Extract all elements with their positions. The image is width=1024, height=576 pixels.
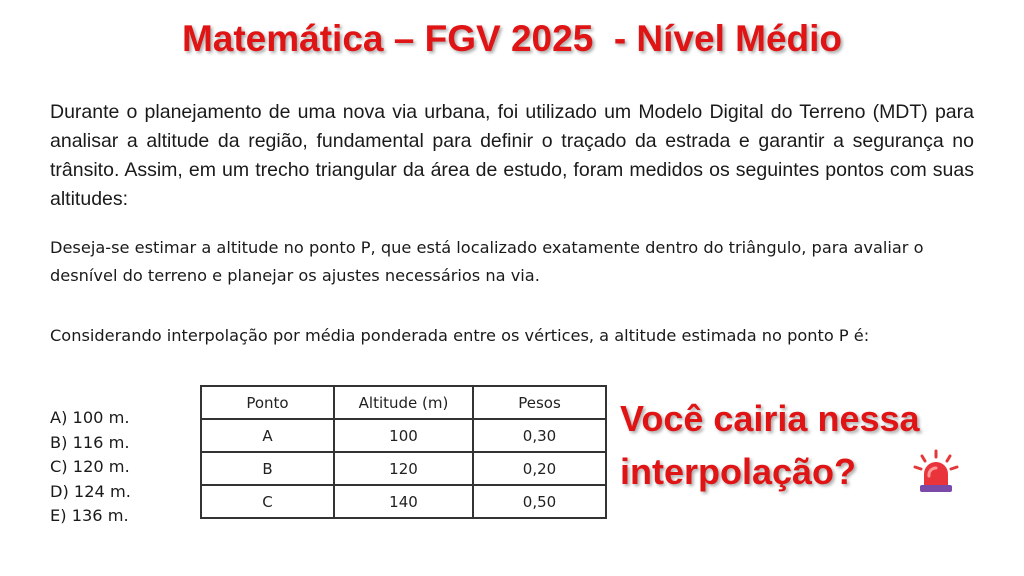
header-altitude: Altitude (m) [334, 386, 473, 419]
table-row [201, 485, 606, 518]
cell-altitude: 100 [334, 419, 473, 452]
option-d[interactable]: D) 124 m. [50, 481, 131, 501]
cell-altitude: 120 [334, 452, 473, 485]
option-e[interactable]: E) 136 m. [50, 506, 129, 525]
problem-intro-text: Durante o planejamento de uma nova via urbana, foi utilizado um Modelo Digital do Terreno (MDT) para analisar a altitude da região, fundamental para definir o traçado da estrada e garantir a segurança no trânsito. Assim, em um trecho triangular da área de estudo, foram medidos os seguintes pontos com suas altitudes: [50, 101, 974, 210]
altitude-table [200, 385, 607, 519]
option-b[interactable]: B) 116 m. [50, 432, 130, 452]
callout-line-1: Você cairia nessa [620, 398, 920, 439]
cell-weight: 0,20 [473, 452, 606, 485]
cell-altitude: 140 [334, 485, 473, 518]
table-row [201, 419, 606, 452]
option-a[interactable]: A) 100 m. [50, 408, 130, 427]
page-title: Matemática – FGV 2025 - Nível Médio [181, 18, 843, 59]
callout-line-2: interpolação? [620, 451, 857, 492]
cell-point: B [201, 452, 334, 485]
question-text: Considerando interpolação por média ponderada entre os vértices, a altitude estimada no ponto P é: [50, 326, 870, 345]
cell-weight: 0,30 [473, 419, 606, 452]
table-row [201, 452, 606, 485]
header-ponto: Ponto [201, 386, 334, 419]
option-c[interactable]: C) 120 m. [50, 457, 130, 476]
cell-point: A [201, 419, 334, 452]
siren-icon [912, 448, 960, 496]
cell-point: C [201, 485, 334, 518]
table-header-row [201, 386, 606, 419]
answer-options [50, 406, 131, 529]
problem-statement: Deseja-se estimar a altitude no ponto P, que está localizado exatamente dentro do triângulo, para avaliar o desnível do terreno e planejar os ajustes necessários na via. [50, 238, 924, 285]
cell-weight: 0,50 [473, 485, 606, 518]
header-pesos: Pesos [473, 386, 606, 419]
